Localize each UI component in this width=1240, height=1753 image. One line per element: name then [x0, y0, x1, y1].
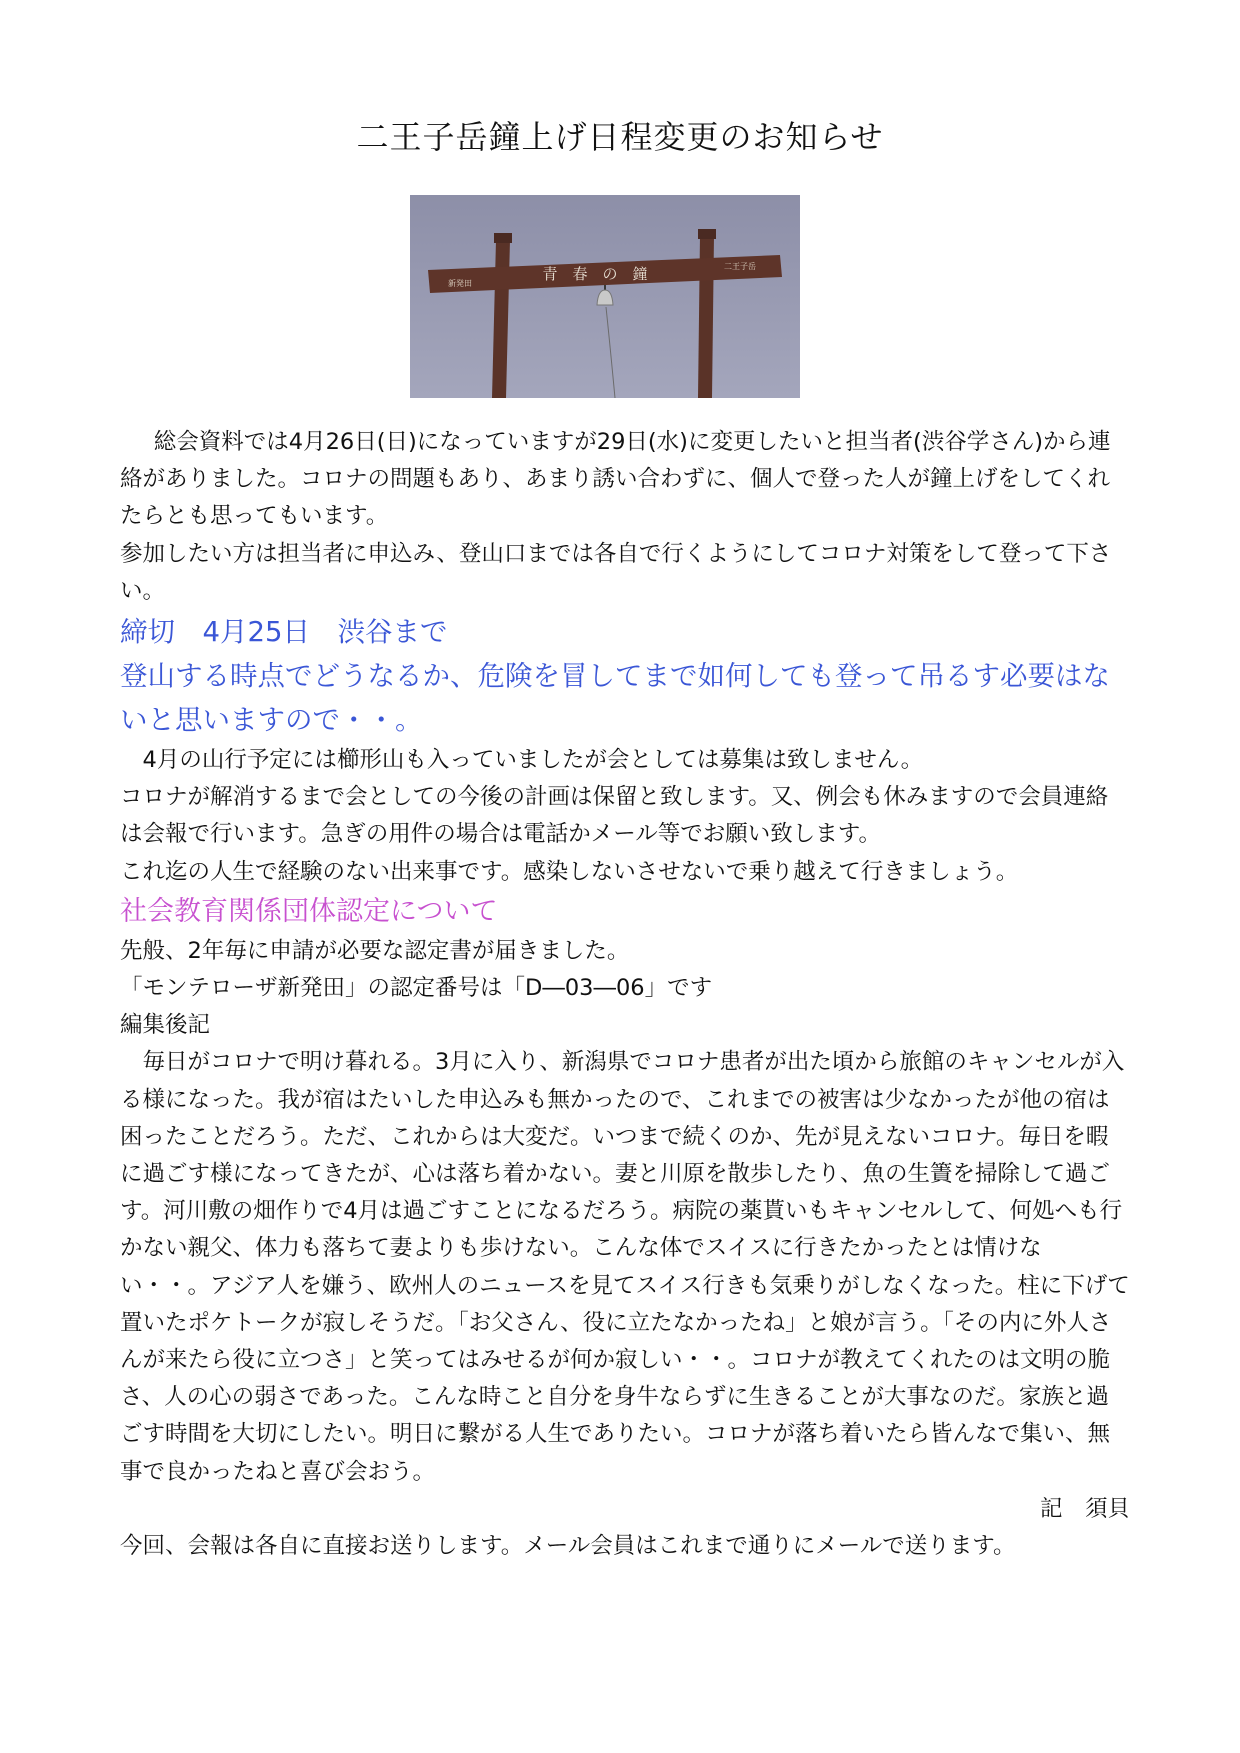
paragraph-delivery-note: 今回、会報は各自に直接お送りします。メール会員はこれまで通りにメールで送ります。 [120, 1533, 1016, 1560]
paragraph-hiking-plan: 4月の山行予定には櫛形山も入っていましたが会としては募集は致しません。 [142, 747, 924, 774]
paragraph-participation: 参加したい方は担当者に申込み、登山口までは各自で行くようにしてコロナ対策をして登って下さい。 [120, 540, 1112, 604]
section-heading-editors-note: 編集後記 [120, 1012, 211, 1039]
paragraph-certificate-received: 先般、2年毎に申請が必要な認定書が届きました。 [120, 937, 630, 964]
document-title: 二王子岳鐘上げ日程変更のお知らせ [356, 118, 884, 156]
sign-main-text: 青 春 の 鐘 [542, 265, 648, 283]
paragraph-certificate-number: 「モンテローザ新発田」の認定番号は「D―03―06」です [120, 975, 713, 1002]
section-heading-certification: 社会教育関係団体認定について [120, 895, 498, 927]
bell-sign-photo [410, 195, 800, 398]
safety-notice: 登山する時点でどうなるか、危険を冒してまで如何しても登って吊るす必要はないと思いますので・・。 [120, 660, 1110, 737]
paragraph-encouragement: これ迄の人生で経験のない出来事です。感染しないさせないで乗り越えて行きましょう。 [120, 858, 1019, 885]
paragraph-club-plans: コロナが解消するまで会としての今後の計画は保留と致します。又、例会も休みますので会員連絡は会報で行います。急ぎの用件の場合は電話かメール等でお願い致します。 [120, 784, 1109, 848]
deadline-notice: 締切 4月25日 渋谷まで [120, 616, 448, 649]
sign-left-text: 新発田 [448, 279, 472, 288]
paragraph-editors-note: 毎日がコロナで明け暮れる。3月に入り、新潟県でコロナ患者が出た頃から旅館のキャンセルが入る様になった。我が宿はたいした申込みも無かったので、これまでの被害は少なかったが他の宿は困ったことだろう。ただ、これからは大変だ。いつまで続くのか、先が見えないコロナ。毎日を暇に過ごす様になってきたが、心は落ち着かない。妻と川原を散歩したり、魚の生簀を掃除して過ごす。河川敷の畑作りで4月は過ごすことになるだろう。病院の薬貰いもキャンセルして、何処へも行かない親父、体力も落ちて妻よりも歩けない。こんな体でスイスに行きたかったとは情けない・・。アジア人を嫌う、欧州人のニュースを見てスイス行きも気乗りがしなくなった。柱に下げて置いたポケトークが寂しそうだ。「お父さん、役に立たなかったね」と娘が言う。「その内に外人さんが来たら役に立つさ」と笑ってはみせるが何か寂しい・・。コロナが教えてくれたのは文明の脆さ、人の心の弱さであった。こんな時こと自分を身牛ならずに生きることが大事なのだ。家族と過ごす時間を大切にしたい。明日に繋がる人生でありたい。コロナが落ち着いたら皆んなで集い、無事で良かったねと喜び会おう。 [120, 1049, 1130, 1485]
sign-right-text: 二王子岳 [724, 262, 756, 271]
paragraph-schedule-change: 総会資料では4月26日(日)になっていますが29日(水)に変更したいと担当者(渋谷学さん)から連絡がありました。コロナの問題もあり、あまり誘い合わずに、個人で登った人が鐘上げをしてくれたらとも思ってもいます。 [120, 429, 1111, 530]
signature: 記 須貝 [1039, 1495, 1130, 1522]
document-body [120, 424, 1130, 1565]
